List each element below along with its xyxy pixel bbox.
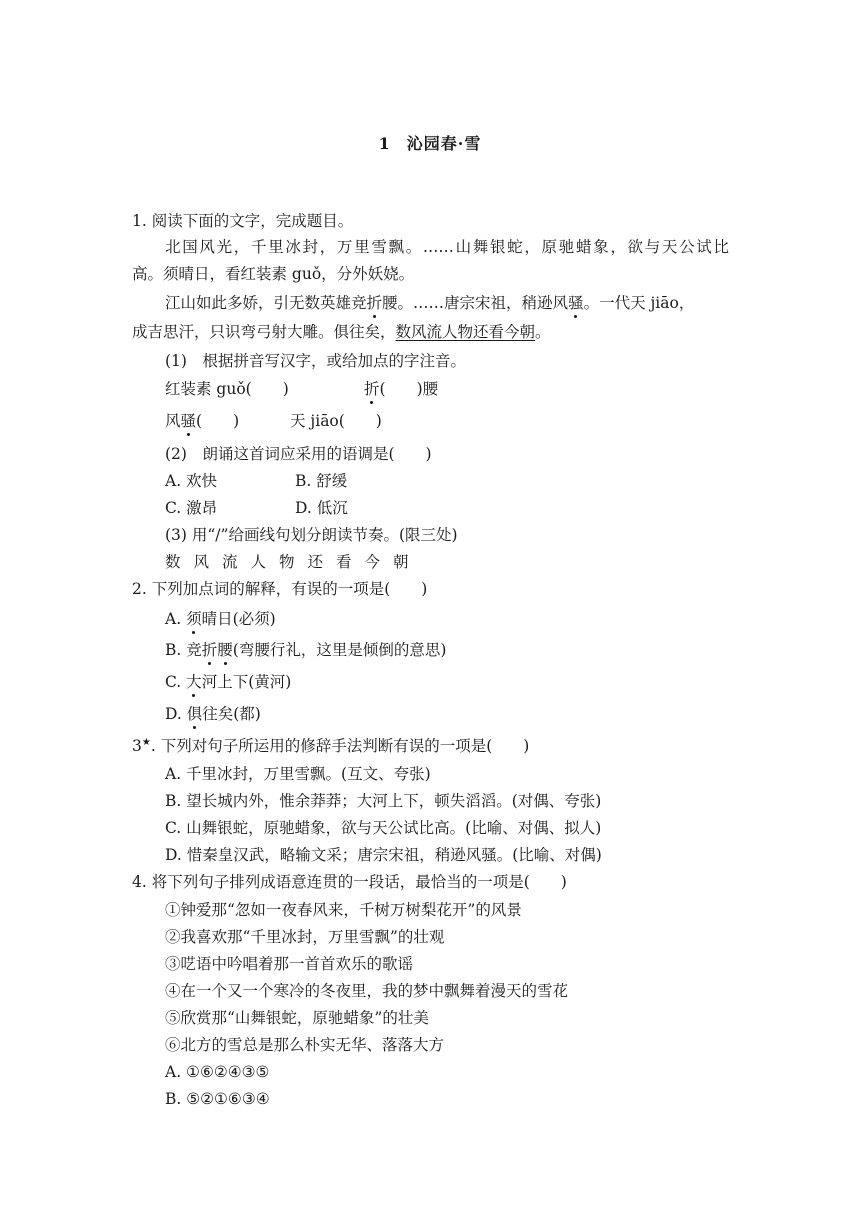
q1-sub1-item-a: 红装素 guǒ( ) — [165, 380, 289, 398]
option-label: A. — [165, 610, 187, 628]
q1-passage-text: 北国风光，千里冰封，万里雪飘。……山舞银蛇，原驰蜡象，欲与天公试比 — [165, 238, 729, 256]
blank-text: ( ) — [196, 412, 240, 430]
option-d: D. 惜秦皇汉武，略输文采；唐宗宋祖，稍逊风骚。(比喻、对偶) — [165, 846, 602, 864]
q2-stem: 2. 下列加点词的解释，有误的一项是( ) — [132, 580, 428, 598]
q1-sub1: (1) 根据拼音写汉字，或给加点的字注音。 — [165, 352, 466, 370]
option-label: B. 竞 — [165, 641, 202, 659]
option-b — [165, 639, 446, 661]
option-c — [165, 671, 291, 693]
q1-stem: 1. 阅读下面的文字，完成题目。 — [132, 212, 354, 230]
question-text: . 下列对句子所运用的修辞手法判断有误的一项是( ) — [150, 737, 530, 755]
sentence-item: ③呓语中吟唱着那一首首欢乐的歌谣 — [165, 955, 414, 973]
q1-sub1-item-d: 天 jiāo( ) — [290, 412, 382, 430]
option-b: B. 望长城内外，惟余莽莽；大河上下，顿失滔滔。(对偶、夸张) — [165, 792, 602, 810]
page-title — [0, 131, 860, 154]
option-text: 往矣(都) — [202, 705, 261, 723]
option-label: D. — [165, 705, 187, 723]
dotted-char: 折 — [366, 294, 383, 312]
option-a: A. ①⑥②④③⑤ — [165, 1063, 270, 1081]
underlined-sentence: 数风流人物还看今朝 — [395, 323, 536, 341]
q1-sub1-item-b — [364, 378, 438, 400]
question-number: 3 — [132, 737, 142, 755]
dotted-char: 大 — [186, 673, 202, 691]
q1-sub1-item-c — [165, 410, 239, 432]
dotted-char: 骚 — [568, 294, 584, 312]
option-d: D. 低沉 — [295, 499, 348, 517]
option-text: 晴日(必须) — [201, 610, 276, 628]
option-c: C. 激昂 — [165, 499, 218, 517]
passage-text: 腰。……唐宗宋祖，稍逊风 — [382, 294, 569, 312]
option-b: B. ⑤②①⑥③④ — [165, 1090, 270, 1108]
option-a — [165, 608, 276, 630]
q1-passage-line — [165, 292, 729, 314]
passage-text: 。 — [535, 323, 551, 341]
dotted-char: 须 — [186, 610, 202, 628]
sentence-item: ⑤欣赏那“山舞银蛇，原驰蜡象”的壮美 — [165, 1009, 429, 1027]
passage-text: 江山如此多娇，引无数英雄竞 — [165, 294, 367, 312]
q1-sub3-sentence: 数风流人物还看今朝 — [165, 553, 422, 571]
option-c: C. 山舞银蛇，原驰蜡象，欲与天公试比高。(比喻、对偶、拟人) — [165, 819, 602, 837]
option-text: 河上下(黄河) — [201, 673, 292, 691]
q1-sub2: (2) 朗诵这首词应采用的语调是( ) — [165, 445, 432, 463]
passage-text: 。一代天 jiāo， — [583, 294, 695, 312]
sentence-item: ④在一个又一个寒冷的冬夜里，我的梦中飘舞着漫天的雪花 — [165, 982, 569, 1000]
dotted-char: 腰 — [217, 641, 233, 659]
option-d — [165, 703, 261, 725]
q1-passage-line: 高。须晴日，看红装素 guǒ，分外妖娆。 — [132, 265, 415, 283]
dotted-char: 俱 — [186, 705, 203, 723]
q4-stem: 4. 将下列句子排列成语意连贯的一段话，最恰当的一项是( ) — [132, 873, 567, 891]
q3-stem — [132, 735, 529, 757]
q1-sub3: (3) 用“/”给画线句划分朗读节奏。(限三处) — [165, 526, 458, 544]
sentence-item: ⑥北方的雪总是那么朴实无华、落落大方 — [165, 1036, 445, 1054]
blank-text: ( )腰 — [379, 380, 439, 398]
q1-passage-line — [132, 321, 551, 343]
option-text: (弯腰行礼，这里是倾倒的意思) — [232, 641, 447, 659]
option-a: A. 千里冰封，万里雪飘。(互文、夸张) — [165, 765, 431, 783]
dotted-char: 骚 — [180, 412, 197, 430]
star-icon: ★ — [141, 736, 151, 748]
blank-text: 风 — [165, 412, 181, 430]
dotted-char: 折 — [201, 641, 218, 659]
lesson-title: 沁园春·雪 — [406, 134, 482, 153]
option-a: A. 欢快 — [165, 472, 218, 490]
lesson-number: 1 — [378, 134, 391, 153]
sentence-item: ①钟爱那“忽如一夜春风来，千树万树梨花开”的风景 — [165, 901, 522, 919]
option-label: C. — [165, 673, 187, 691]
dotted-char: 折 — [364, 380, 380, 398]
passage-text: 成吉思汗，只识弯弓射大雕。俱往矣， — [132, 323, 396, 341]
sentence-item: ②我喜欢那“千里冰封，万里雪飘”的壮观 — [165, 928, 445, 946]
option-b: B. 舒缓 — [295, 472, 348, 490]
q1-passage-line — [165, 236, 729, 258]
